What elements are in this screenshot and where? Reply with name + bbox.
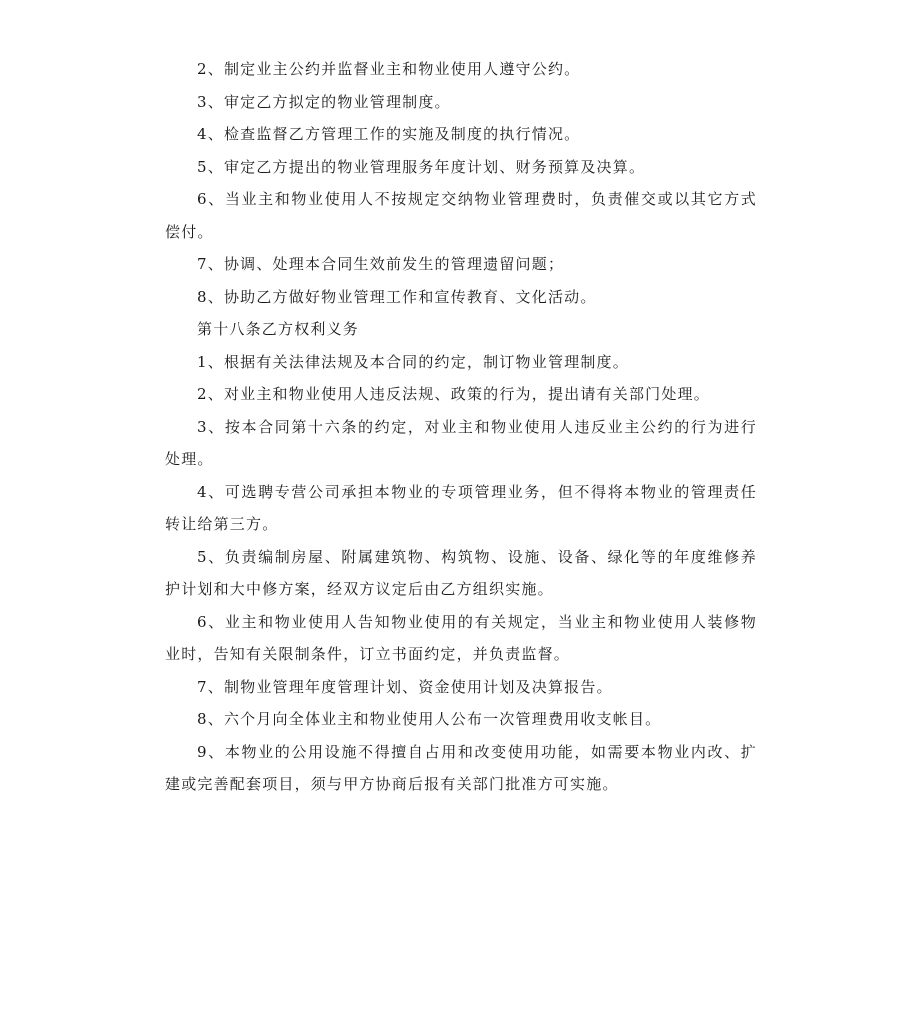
paragraph-party-b-item-3: 3、按本合同第十六条的约定，对业主和物业使用人违反业主公约的行为进行处理。 [165,417,757,468]
paragraph-item-8-assist-activities: 8、协助乙方做好物业管理工作和宣传教育、文化活动。 [197,287,597,306]
paragraph-item-3-approve-rules: 3、审定乙方拟定的物业管理制度。 [197,92,451,111]
paragraph-item-5-approve-plan: 5、审定乙方提出的物业管理服务年度计划、财务预算及决算。 [197,157,646,176]
paragraph-party-b-item-6: 6、业主和物业使用人告知物业使用的有关规定，当业主和物业使用人装修物业时，告知有关限制条件，订立书面约定，并负责监督。 [165,612,757,663]
section-heading-article-18: 第十八条乙方权利义务 [197,320,360,338]
paragraph-party-b-item-2: 2、对业主和物业使用人违反法规、政策的行为，提出请有关部门处理。 [197,385,710,403]
paragraph-item-2-owner-convention: 2、制定业主公约并监督业主和物业使用人遵守公约。 [197,60,581,78]
paragraph-party-b-item-7: 7、制物业管理年度管理计划、资金使用计划及决算报告。 [197,677,613,696]
paragraph-item-6-fee-collection: 6、当业主和物业使用人不按规定交纳物业管理费时，负责催交或以其它方式偿付。 [165,190,757,241]
paragraph-party-b-item-4: 4、可选聘专营公司承担本物业的专项管理业务，但不得将本物业的管理责任转让给第三方。 [165,482,757,533]
paragraph-item-7-legacy-issues: 7、协调、处理本合同生效前发生的管理遗留问题； [197,255,565,273]
paragraph-party-b-item-1: 1、根据有关法律法规及本合同的约定，制订物业管理制度。 [197,352,629,371]
paragraph-item-4-inspect-supervise: 4、检查监督乙方管理工作的实施及制度的执行情况。 [197,125,581,143]
paragraph-party-b-item-9: 9、本物业的公用设施不得擅自占用和改变使用功能，如需要本物业内改、扩建或完善配套项目，须与甲方协商后报有关部门批准方可实施。 [165,742,757,793]
paragraph-party-b-item-8: 8、六个月向全体业主和物业使用人公布一次管理费用收支帐目。 [197,710,662,728]
paragraph-party-b-item-5: 5、负责编制房屋、附属建筑物、构筑物、设施、设备、绿化等的年度维修养护计划和大中修方案，经双方议定后由乙方组织实施。 [165,547,757,598]
document-body [165,53,757,801]
